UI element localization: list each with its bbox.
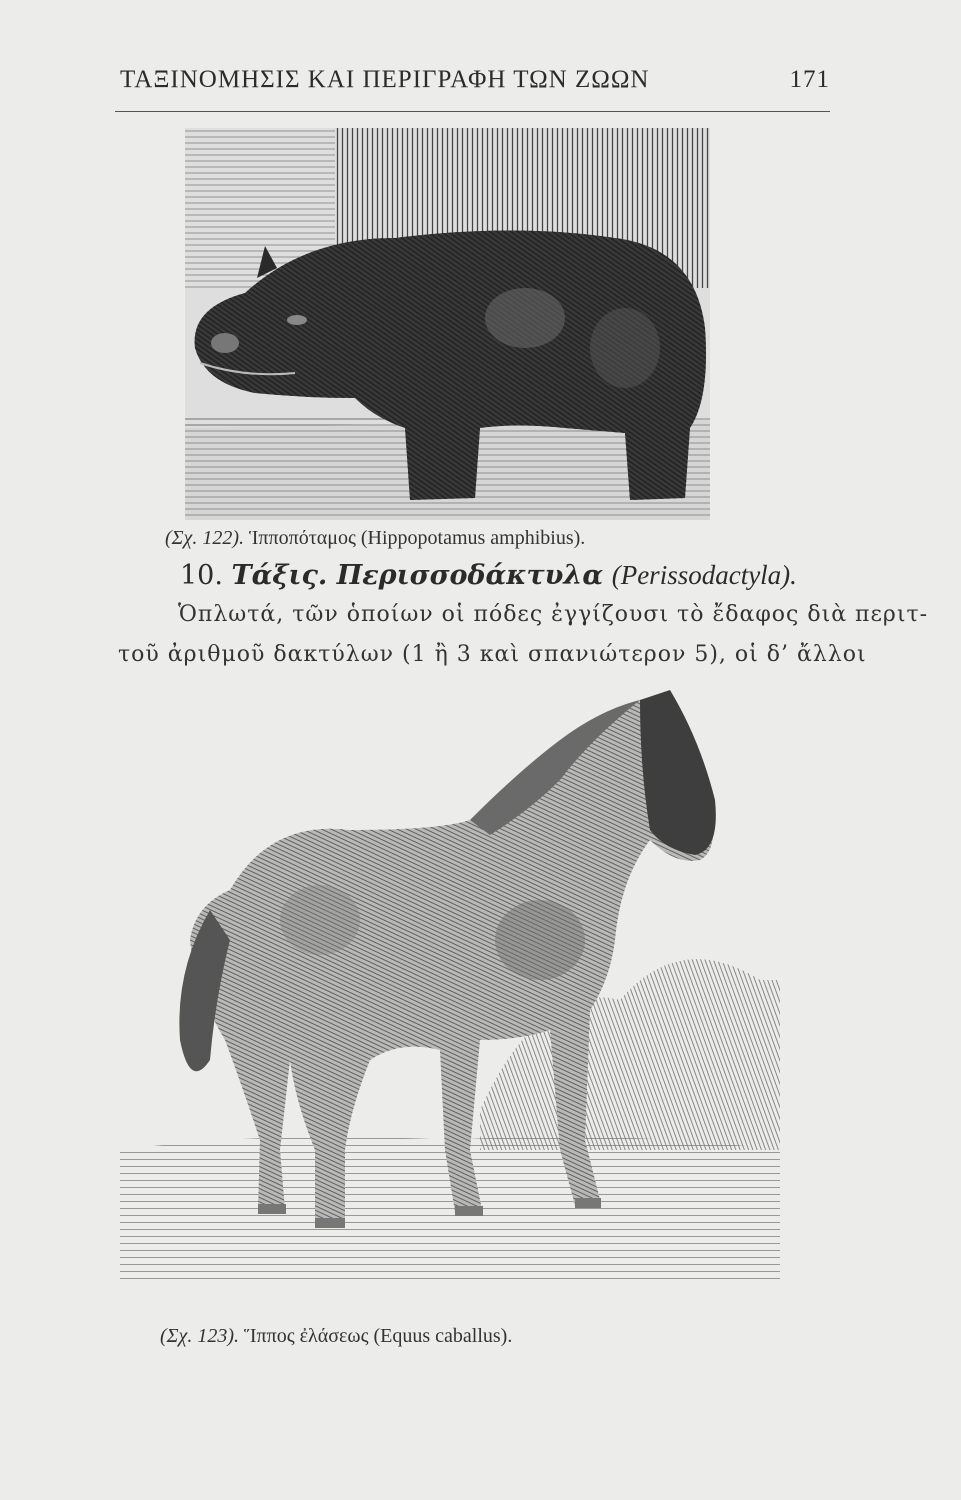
figure-122-text: Ἱπποπόταμος (Hippopotamus amphibius). [249, 527, 586, 549]
horse-illustration [120, 680, 780, 1310]
hippopotamus-illustration [185, 128, 710, 520]
figure-123-ref: (Σχ. 123). [160, 1325, 240, 1347]
order-number: 10. [180, 560, 223, 591]
order-heading [180, 560, 797, 591]
order-latin: (Perissodactyla). [611, 560, 797, 590]
header-title: ΤΑΞΙΝΟΜΗΣΙΣ ΚΑΙ ΠΕΡΙΓΡΑΦΗ ΤΩΝ ΖΩΩΝ [120, 66, 650, 93]
body-line-2: τοῦ ἀριθμοῦ δακτύλων (1 ἢ 3 καὶ σπανιώτερον 5), οἱ δ’ ἄλλοι [118, 642, 867, 667]
running-header [120, 66, 830, 94]
figure-122-caption [165, 527, 585, 550]
order-title: Τάξις. Περισσοδάκτυλα [231, 560, 604, 591]
page-number: 171 [789, 66, 830, 93]
figure-122-ref: (Σχ. 122). [165, 527, 245, 549]
figure-123-caption [160, 1325, 512, 1348]
header-rule [115, 111, 830, 112]
body-line-1: Ὁπλωτά, τῶν ὁποίων οἱ πόδες ἐγγίζουσι τὸ ἔδαφος διὰ περιτ- [178, 602, 929, 627]
figure-123-text: Ἵππος ἐλάσεως (Equus caballus). [244, 1325, 513, 1347]
